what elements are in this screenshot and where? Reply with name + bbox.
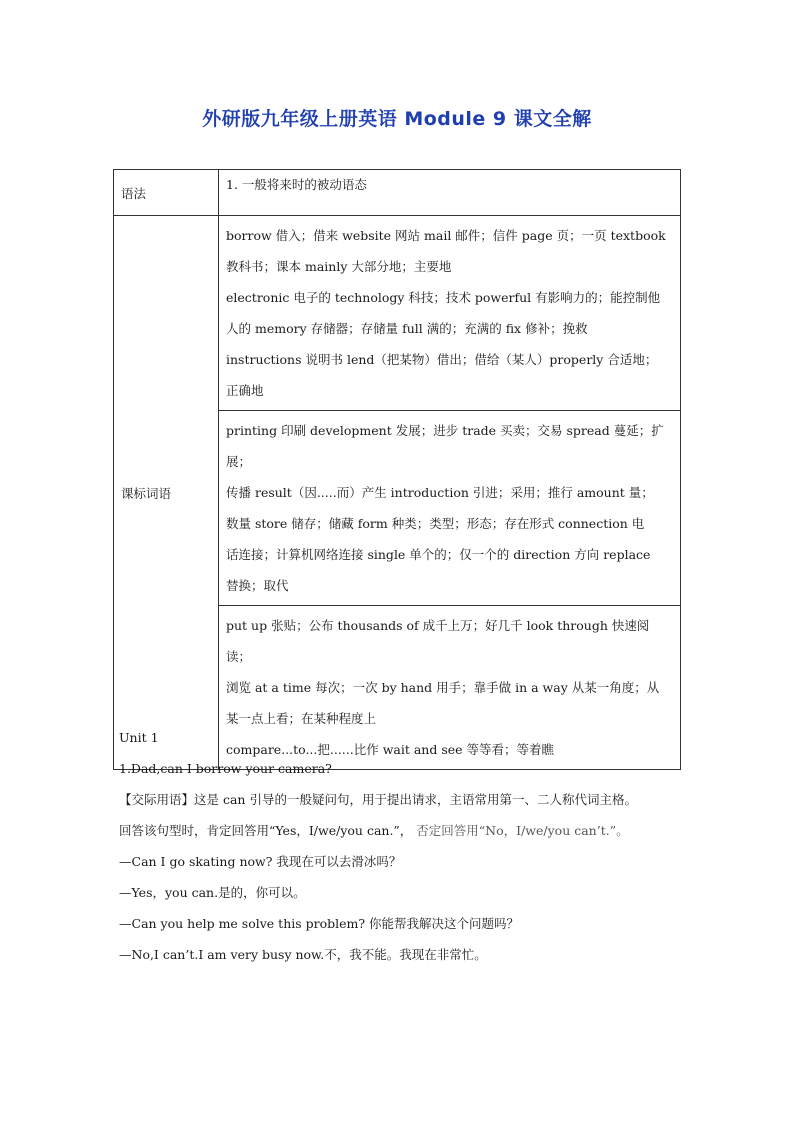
vocab-line: borrow 借入；借来 website 网站 mail 邮件；信件 page 页；一页 textbook xyxy=(226,228,666,243)
vocab-line: 正确地 xyxy=(226,383,264,398)
grammar-line: 1. 一般将来时的被动语态 xyxy=(226,177,367,192)
vocab-line: instructions 说明书 lend（把某物）借出；借给（某人）properly 合适地； xyxy=(226,352,658,367)
vocab-cell-1 xyxy=(219,216,681,411)
usage-note-line: 【交际用语】这是 can 引导的一般疑问句，用于提出请求，主语常用第一、二人称代词主格。 xyxy=(119,792,637,807)
vocab-line: 教科书；课本 mainly 大部分地；主要地 xyxy=(226,259,452,274)
vocab-line: 话连接；计算机网络连接 single 单个的；仅一个的 direction 方向 replace xyxy=(226,547,651,562)
vocab-line: 某一点上看；在某种程度上 xyxy=(226,711,377,726)
vocab-cell-2 xyxy=(219,411,681,606)
example-sentence: 1.Dad,can I borrow your camera? xyxy=(119,761,332,776)
dialog-line: —No,I can’t.I am very busy now.不，我不能。我现在非常忙。 xyxy=(119,947,487,962)
table-row xyxy=(114,170,681,216)
row-label-grammar: 语法 xyxy=(114,170,219,216)
unit-heading: Unit 1 xyxy=(119,730,159,745)
dialog-line: —Yes，you can.是的，你可以。 xyxy=(119,885,306,900)
usage-note-negative: 否定回答用“No，I/we/you can’t.”。 xyxy=(416,823,629,838)
row-label-vocabulary: 课标词语 xyxy=(114,216,219,770)
unit-body xyxy=(119,722,689,970)
vocab-line: 替换；取代 xyxy=(226,578,289,593)
dialog-line: —Can I go skating now? 我现在可以去滑冰吗？ xyxy=(119,854,402,869)
vocab-line: put up 张贴；公布 thousands of 成千上万；好几千 look through 快速阅读； xyxy=(226,618,650,664)
grammar-content xyxy=(219,170,681,216)
vocab-line: compare...to...把......比作 wait and see 等等看；等着瞧 xyxy=(226,742,554,757)
vocab-line: 浏览 at a time 每次；一次 by hand 用手；靠手做 in a way 从某一角度；从 xyxy=(226,680,660,695)
page-title: 外研版九年级上册英语 Module 9 课文全解 xyxy=(202,108,592,130)
vocab-line: 人的 memory 存储器；存储量 full 满的；充满的 fix 修补；挽救 xyxy=(226,321,588,336)
vocab-line: printing 印刷 development 发展；进步 trade 买卖；交易 spread 蔓延；扩展； xyxy=(226,423,664,469)
vocab-table xyxy=(113,169,681,770)
vocab-line: electronic 电子的 technology 科技；技术 powerful 有影响力的；能控制他 xyxy=(226,290,661,305)
vocab-line: 传播 result（因.....而）产生 introduction 引进；采用；推行 amount 量； xyxy=(226,485,654,500)
usage-note-line xyxy=(119,815,689,846)
usage-note-affirmative: 回答该句型时，肯定回答用“Yes，I/we/you can.”， xyxy=(119,823,413,838)
vocab-line: 数量 store 储存；储藏 form 种类；类型；形态；存在形式 connection 电 xyxy=(226,516,645,531)
dialog-line: —Can you help me solve this problem? 你能帮我解决这个问题吗？ xyxy=(119,916,520,931)
table-row xyxy=(114,216,681,411)
